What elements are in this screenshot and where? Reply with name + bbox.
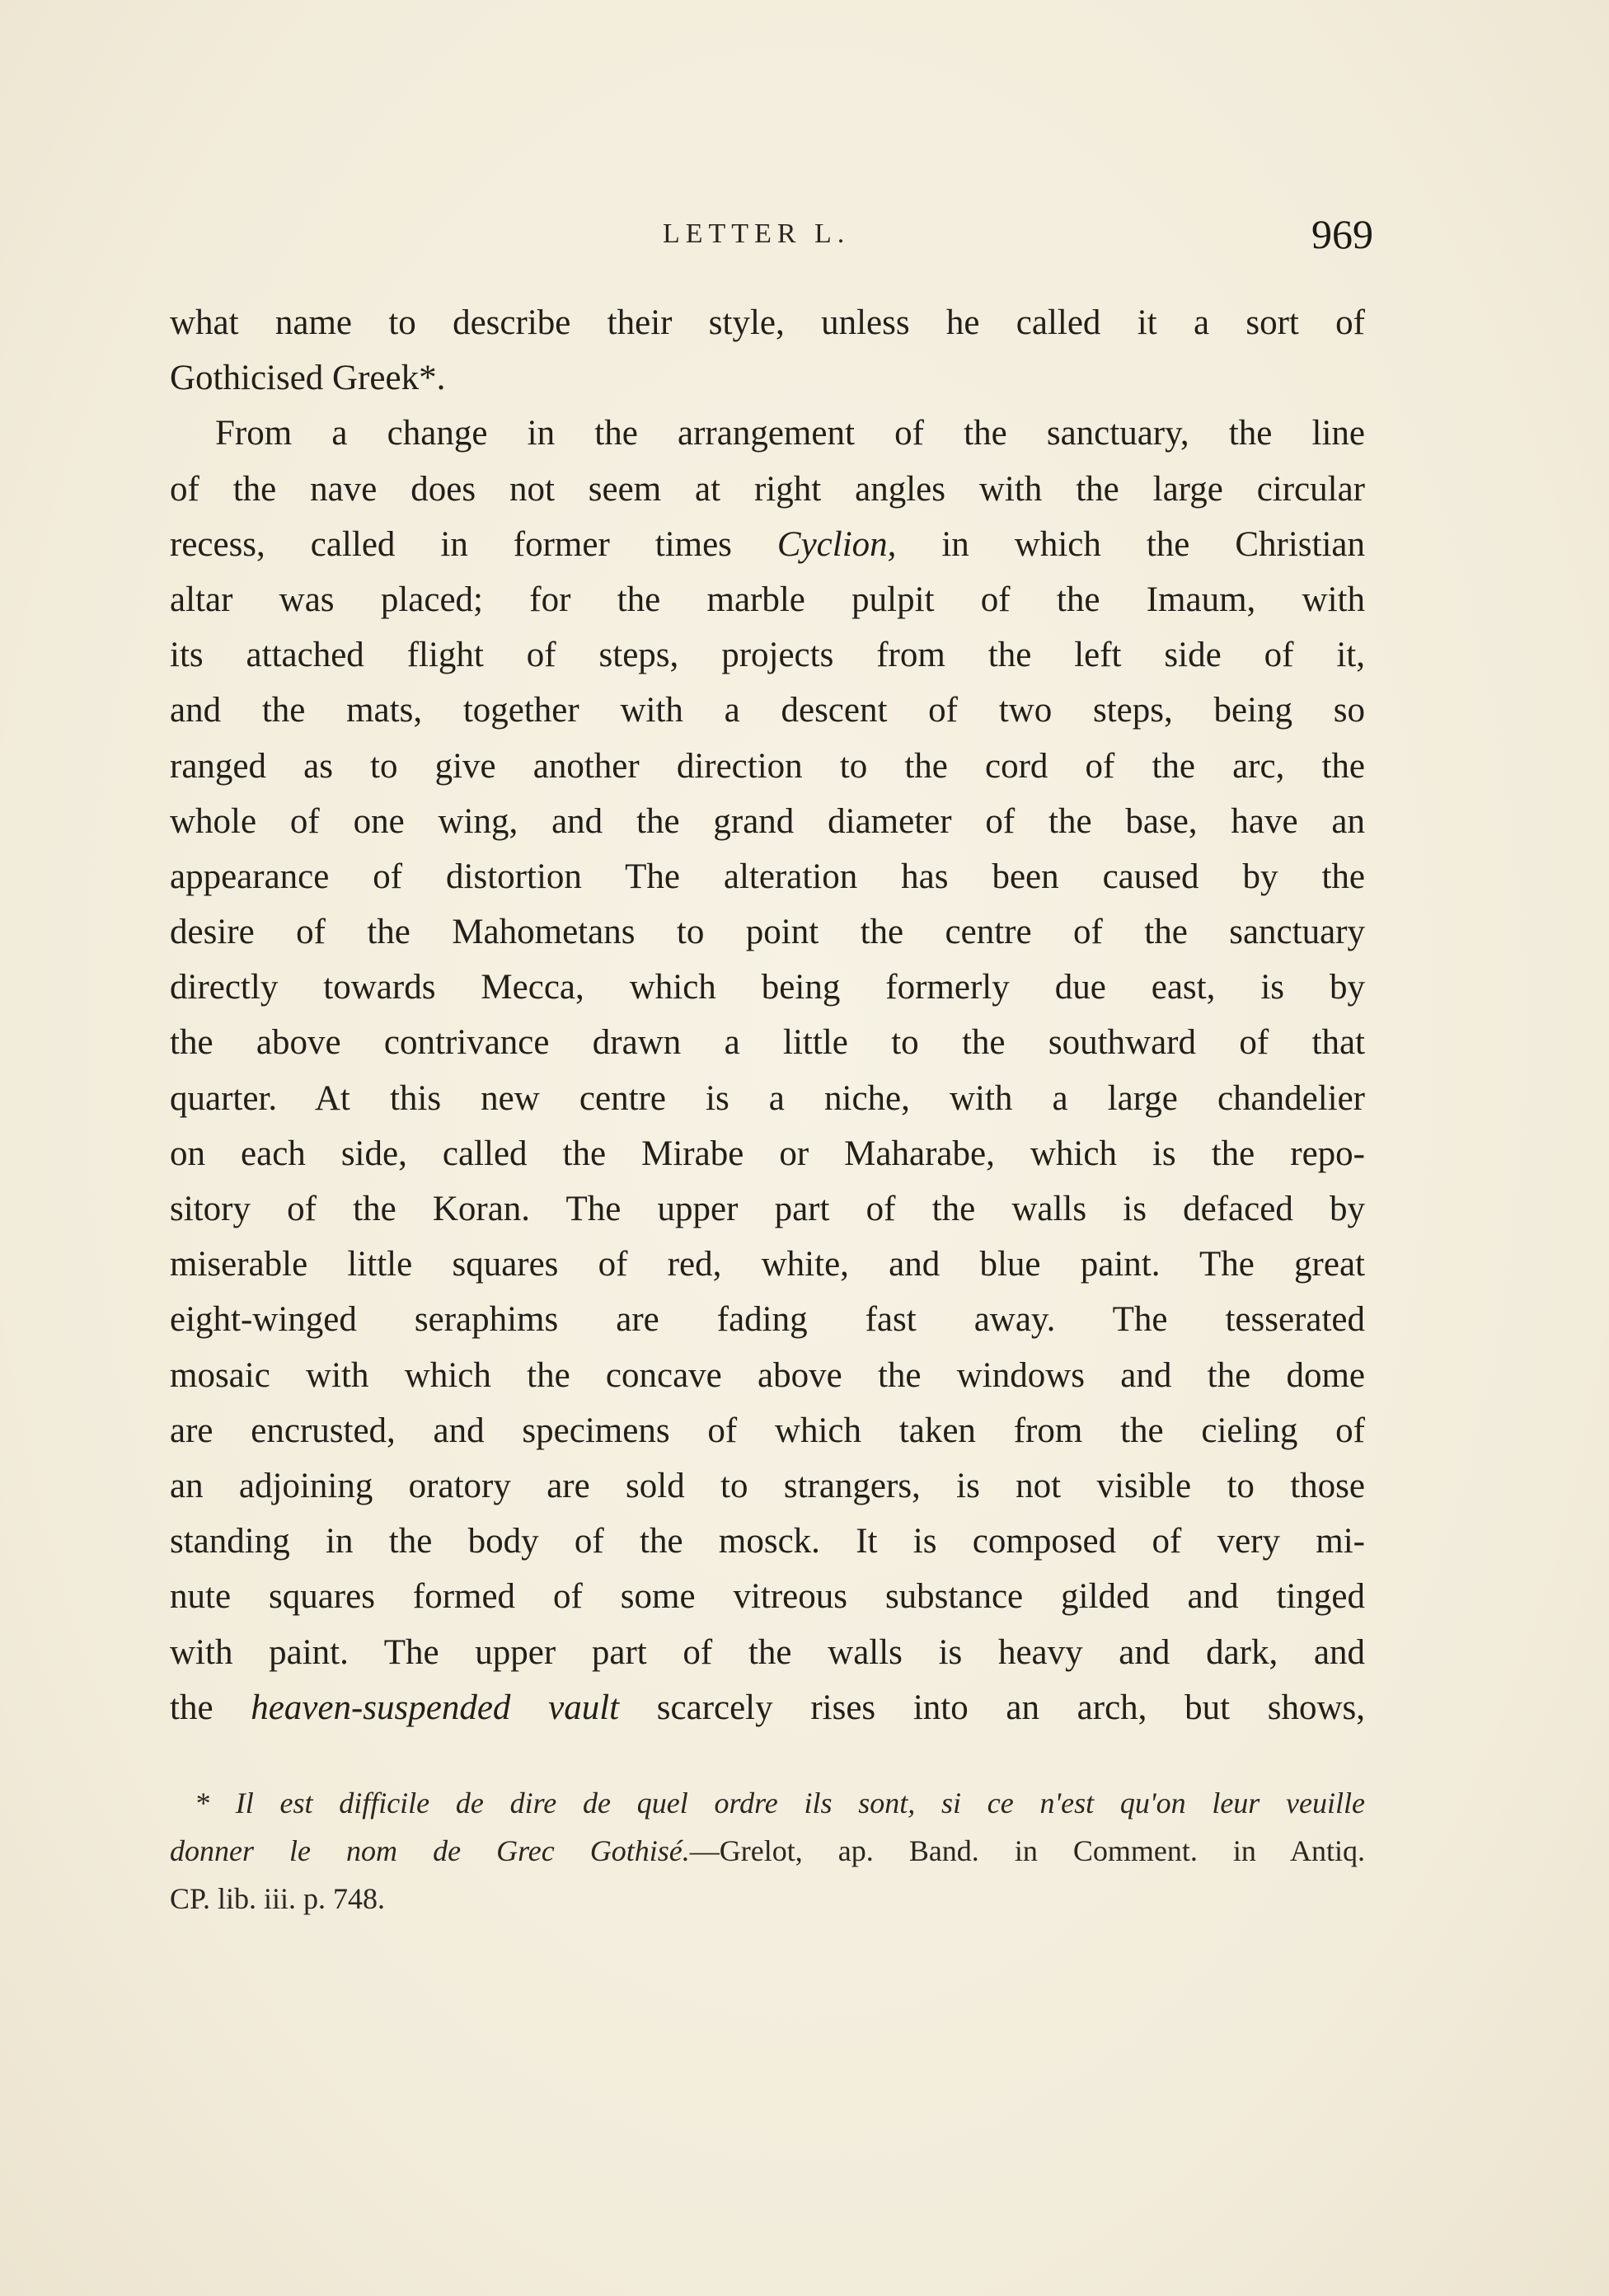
- text-line: directly towards Mecca, which being formerly due east, is by: [170, 968, 1365, 1007]
- text-line: an adjoining oratory are sold to strangers, is not visible to those: [170, 1466, 1365, 1505]
- text-line: Gothicised Greek*.: [170, 359, 446, 398]
- text-line: standing in the body of the mosck. It is composed of very mi-: [170, 1522, 1365, 1561]
- running-head: [170, 210, 1373, 260]
- text-line: nute squares formed of some vitreous substance gilded and tinged: [170, 1577, 1365, 1617]
- text-line: and the mats, together with a descent of two steps, being so: [170, 691, 1365, 730]
- italic-term: Cyclion,: [776, 524, 897, 564]
- footnote-line: CP. lib. iii. p. 748.: [170, 1882, 386, 1915]
- text-line: recess, called in former times Cyclion, in which the Christian: [170, 524, 1365, 564]
- text-line: the heaven-suspended vault scarcely rises into an arch, but shows,: [170, 1688, 1365, 1727]
- text-line: quarter. At this new centre is a niche, with a large chandelier: [170, 1078, 1365, 1118]
- footnote-line: donner le nom de Grec Gothisé.—Grelot, ap. Band. in Comment. in Antiq.: [170, 1834, 1365, 1867]
- text-line: From a change in the arrangement of the sanctuary, the line: [215, 414, 1365, 453]
- text-line: on each side, called the Mirabe or Maharabe, which is the repo-: [170, 1134, 1365, 1173]
- text-line: of the nave does not seem at right angles with the large circular: [170, 469, 1365, 509]
- text-line: whole of one wing, and the grand diameter of the base, have an: [170, 801, 1365, 841]
- body-text: [170, 295, 1365, 1735]
- running-title: LETTER L.: [663, 218, 851, 249]
- text-line: its attached flight of steps, projects from the left side of it,: [170, 636, 1365, 675]
- text-line: miserable little squares of red, white, and blue paint. The great: [170, 1245, 1365, 1284]
- text-line: ranged as to give another direction to the cord of the arc, the: [170, 746, 1365, 786]
- text-line: with paint. The upper part of the walls is heavy and dark, and: [170, 1632, 1365, 1672]
- text-line: desire of the Mahometans to point the centre of the sanctuary: [170, 913, 1365, 952]
- text-line: appearance of distortion The alteration has been caused by the: [170, 857, 1365, 896]
- footnote-line: * Il est difficile de dire de quel ordre ils sont, si ce n'est qu'on leur veuille: [195, 1787, 1365, 1819]
- text-line: mosaic with which the concave above the windows and the dome: [170, 1355, 1365, 1395]
- italic-term: heaven-suspended vault: [251, 1688, 620, 1727]
- text-line: what name to describe their style, unless he called it a sort of: [170, 303, 1365, 342]
- text-line: altar was placed; for the marble pulpit of the Imaum, with: [170, 580, 1365, 619]
- text-line: are encrusted, and specimens of which taken from the cieling of: [170, 1411, 1365, 1450]
- text-line: sitory of the Koran. The upper part of the walls is defaced by: [170, 1190, 1365, 1228]
- text-line: the above contrivance drawn a little to the southward of that: [170, 1023, 1365, 1063]
- footnote: [170, 1779, 1365, 1923]
- text-line: eight-winged seraphims are fading fast away. The tesserated: [170, 1300, 1365, 1340]
- page-number: 969: [1311, 211, 1373, 257]
